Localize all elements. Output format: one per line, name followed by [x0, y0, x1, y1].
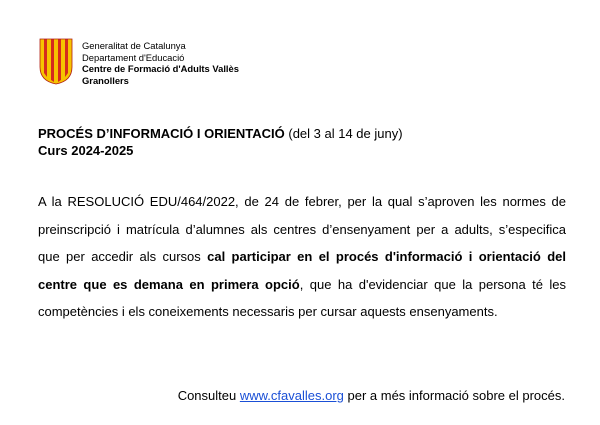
- organization-header: [82, 40, 239, 86]
- footer-note: [178, 387, 565, 404]
- generalitat-logo-icon: [38, 37, 74, 85]
- center-location: Granollers: [82, 74, 129, 86]
- website-link[interactable]: www.cfavalles.org: [239, 388, 344, 403]
- body-part1: A la RESOLUCIÓ EDU/464/2022, de 24 de febrer, per la qual s’aproven les normes de preinscripció i matrícula d’alumnes als centres d’ensenyament per a adults, s’especifica que per accedir als cursos: [38, 194, 566, 264]
- body-highlight: cal participar en el procés d'informació i orientació del centre que es demana en primera opció: [38, 249, 567, 292]
- title-dates: (del 3 al 14 de juny): [284, 126, 403, 141]
- course-year: Curs 2024-2025: [38, 143, 134, 158]
- body-paragraph: [38, 188, 566, 326]
- title-heading: PROCÉS D’INFORMACIÓ I ORIENTACIÓ: [38, 126, 285, 141]
- footer-prefix: Consulteu: [177, 388, 240, 403]
- footer-suffix: per a més informació sobre el procés.: [343, 388, 565, 403]
- org-name: Generalitat de Catalunya: [82, 40, 186, 51]
- document-title: [38, 125, 403, 159]
- body-part2: , que ha d'evidenciar que la persona té les competències i els coneixements necessaris per cursar aquests ensenyaments.: [38, 276, 567, 319]
- center-name: Centre de Formació d'Adults Vallès: [82, 63, 239, 75]
- department-name: Departament d'Educació: [82, 51, 185, 63]
